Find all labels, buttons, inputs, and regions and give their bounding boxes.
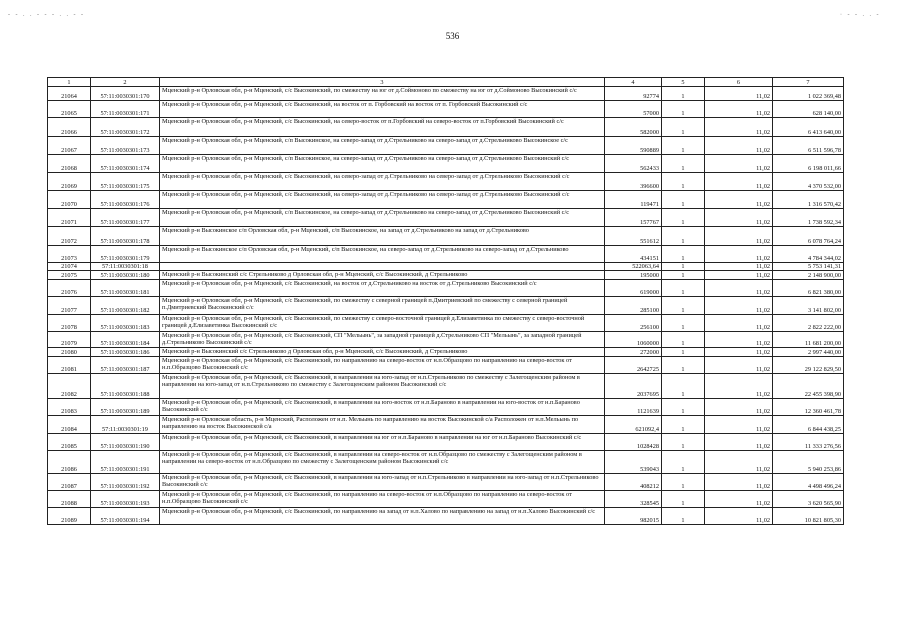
count-value: 1: [662, 137, 705, 155]
coefficient-value: 11,02: [705, 416, 773, 434]
cadastral-number: 57:11:0030301:178: [91, 227, 160, 246]
count-value: 1: [662, 451, 705, 474]
cadastral-value: 6 078 764,24: [773, 227, 844, 246]
area-value: 590889: [605, 137, 662, 155]
address-description: [160, 263, 605, 271]
area-value: 2642725: [605, 357, 662, 374]
count-value: 1: [662, 416, 705, 434]
area-value: 256100: [605, 315, 662, 332]
cadastral-number: 57:11:0030301:182: [91, 297, 160, 315]
count-value: 1: [662, 246, 705, 263]
cadastral-value: 1 316 570,42: [773, 191, 844, 209]
area-value: 119471: [605, 191, 662, 209]
coefficient-value: 11,02: [705, 137, 773, 155]
row-number: 21084: [48, 416, 91, 434]
cadastral-value: 29 122 829,50: [773, 357, 844, 374]
area-value: 285100: [605, 297, 662, 315]
area-value: 92774: [605, 87, 662, 101]
area-value: 396600: [605, 173, 662, 191]
table-row: [48, 451, 844, 474]
address-description: Мценский р-н Орловская обл, р-н Мценский, с/п Высокинское, на северо-запад от д.Стрельниково на северо-запад от д.Стрельниково Высокинский с/с: [160, 155, 605, 173]
row-number: 21080: [48, 348, 91, 357]
scan-mark-right: · - - . . -: [840, 12, 881, 18]
row-number: 21077: [48, 297, 91, 315]
row-number: 21066: [48, 118, 91, 137]
cadastral-value: 4 370 532,00: [773, 173, 844, 191]
count-value: 1: [662, 227, 705, 246]
count-value: 1: [662, 297, 705, 315]
table-row: [48, 227, 844, 246]
address-description: Мценский р-н Высокинское с/п Орловская обл, р-н Мценский, с/п Высокинское, на запад от д.Стрельниково на запад от д.Стрельниково: [160, 227, 605, 246]
area-value: 408212: [605, 474, 662, 491]
cadastral-number: 57:11:0030301:174: [91, 155, 160, 173]
coefficient-value: 11,02: [705, 332, 773, 348]
row-number: 21072: [48, 227, 91, 246]
area-value: 619000: [605, 280, 662, 297]
cadastral-value: 12 360 461,78: [773, 399, 844, 416]
count-value: 1: [662, 374, 705, 399]
cadastral-value: 11 333 276,56: [773, 434, 844, 451]
count-value: 1: [662, 315, 705, 332]
area-value: 982015: [605, 508, 662, 525]
count-value: 1: [662, 155, 705, 173]
count-value: 1: [662, 209, 705, 227]
row-number: 21074: [48, 263, 91, 271]
table-row: [48, 87, 844, 101]
coefficient-value: 11,02: [705, 399, 773, 416]
address-description: Мценский р-н Орловская обл, р-н Мценский, с/с Высокинский, в направлении на юго-восток от н.п.Бараново в направлении на юго-восток от н.п.Бараново Высокинский с/с: [160, 399, 605, 416]
coefficient-value: 11,02: [705, 451, 773, 474]
table-row: [48, 332, 844, 348]
table-row: [48, 348, 844, 357]
coefficient-value: 11,02: [705, 246, 773, 263]
cadastral-value: 6 821 380,00: [773, 280, 844, 297]
row-number: 21076: [48, 280, 91, 297]
cadastral-value: 10 821 805,30: [773, 508, 844, 525]
cadastral-value: 22 455 398,90: [773, 374, 844, 399]
address-description: Мценский р-н Орловская обл, р-н Мценский, с/с Высокинский, в направлении на юг от н.п.Бараново в направлении на юг от н.п.Бараново Высокинский с/с: [160, 434, 605, 451]
column-header: 3: [160, 78, 605, 87]
cadastral-register-table: [47, 77, 844, 525]
cadastral-number: 57:11:0030301:187: [91, 357, 160, 374]
cadastral-number: 57:11:0030301:173: [91, 137, 160, 155]
area-value: 1060000: [605, 332, 662, 348]
row-number: 21082: [48, 374, 91, 399]
table-row: [48, 315, 844, 332]
row-number: 21085: [48, 434, 91, 451]
address-description: Мценский р-н Орловская обл, р-н Мценский, с/с Высокинский, на северо-запад от д.Стрельниково на северо-запад от д.Стрельниково Высокинский с/с: [160, 191, 605, 209]
cadastral-number: 57:11:0030301:192: [91, 474, 160, 491]
column-header: 2: [91, 78, 160, 87]
count-value: 1: [662, 434, 705, 451]
table-row: [48, 357, 844, 374]
coefficient-value: 11,02: [705, 374, 773, 399]
coefficient-value: 11,02: [705, 101, 773, 118]
cadastral-number: 57:11:0030301:193: [91, 491, 160, 508]
area-value: 434151: [605, 246, 662, 263]
cadastral-value: 11 681 200,00: [773, 332, 844, 348]
address-description: Мценский р-н Орловская обл, р-н Мценский, с/с Высокинский, на восток от д.Стрельниково на восток от д.Стрельниково Высокинский с/с: [160, 280, 605, 297]
address-description: Мценский р-н Орловская обл, р-н Мценский, с/с Высокинский, на северо-восток от п.Горбовский на северо-восток от п.Горбовский Высокинский с/с: [160, 118, 605, 137]
count-value: 1: [662, 118, 705, 137]
area-value: 195000: [605, 271, 662, 280]
table-row: [48, 297, 844, 315]
address-description: Мценский р-н Орловская обл, р-н Мценский, с/с Высокинский, по направлению на северо-восток от н.п.Образцово по направлению на северо-восток от н.п.Образцово Высокинский с/с: [160, 357, 605, 374]
area-value: 1028428: [605, 434, 662, 451]
count-value: 1: [662, 357, 705, 374]
table-body: [48, 87, 844, 525]
table-row: [48, 209, 844, 227]
cadastral-value: 1 738 592,34: [773, 209, 844, 227]
cadastral-number: 57:11:0030301:190: [91, 434, 160, 451]
table-row: [48, 399, 844, 416]
row-number: 21069: [48, 173, 91, 191]
address-description: Мценский р-н Высокинский с/с Стрельниково д Орловская обл, р-н Мценский, с/с Высокинский, д Стрельниково: [160, 271, 605, 280]
address-description: Мценский р-н Орловская обл, р-н Мценский, с/с Высокинский, СП "Мельынь", за западной границей д.Стрельниково СП "Мельынь", за западной границей д.Стрельниково Высокинский с/с: [160, 332, 605, 348]
address-description: Мценский р-н Орловская обл, р-н Мценский, с/с Высокинский, по смежеству с северной границей п.Дмитриевский по смежеству с северной границей п.Дмитриевский Высокинский с/с: [160, 297, 605, 315]
address-description: Мценский р-н Орловская область, р-н Мценский, Расположен от н.п. Мельынь по направлению на восток Высокинской с/а Расположен от н.п.Мельынь по направлению на восток Высокинской с/а: [160, 416, 605, 434]
cadastral-value: 3 141 802,00: [773, 297, 844, 315]
table-row: [48, 508, 844, 525]
row-number: 21079: [48, 332, 91, 348]
cadastral-value: 5 753 141,31: [773, 263, 844, 271]
cadastral-number: 57:11:0030301:194: [91, 508, 160, 525]
cadastral-value: 2 997 440,00: [773, 348, 844, 357]
row-number: 21086: [48, 451, 91, 474]
coefficient-value: 11,02: [705, 474, 773, 491]
cadastral-value: 5 940 253,86: [773, 451, 844, 474]
count-value: 1: [662, 263, 705, 271]
cadastral-number: 57:11:0030301:191: [91, 451, 160, 474]
cadastral-number: 57:11:0030301:179: [91, 246, 160, 263]
row-number: 21073: [48, 246, 91, 263]
row-number: 21075: [48, 271, 91, 280]
cadastral-value: 6 413 640,00: [773, 118, 844, 137]
address-description: Мценский р-н Орловская обл, р-н Мценский, с/с Высокинский, по направлению на северо-восток от н.п.Образцово по направлению на северо-восток от н.п.Образцово Высокинский с/с: [160, 491, 605, 508]
address-description: Мценский р-н Орловская обл, р-н Мценский, с/с Высокинский, в направлении на юго-запад от н.п.Стрельниково по смежеству с Залегощенским районом в направлении на юго-запад от н.п.Стрельниково по смежеству с Залегощенским районом Высокинский с/с: [160, 374, 605, 399]
count-value: 1: [662, 399, 705, 416]
coefficient-value: 11,02: [705, 191, 773, 209]
table-row: [48, 491, 844, 508]
row-number: 21078: [48, 315, 91, 332]
table-row: [48, 101, 844, 118]
address-description: Мценский р-н Орловская обл, р-н Мценский, с/п Высокинское, на северо-запад от д.Стрельниково на северо-запад от д.Стрельниково Высокинский с/с: [160, 209, 605, 227]
cadastral-value: 4 784 344,02: [773, 246, 844, 263]
table-row: [48, 263, 844, 271]
area-value: 522063,64: [605, 263, 662, 271]
coefficient-value: 11,02: [705, 173, 773, 191]
cadastral-number: 57:11:0030301:170: [91, 87, 160, 101]
row-number: 21088: [48, 491, 91, 508]
row-number: 21067: [48, 137, 91, 155]
row-number: 21070: [48, 191, 91, 209]
column-header: 4: [605, 78, 662, 87]
row-number: 21087: [48, 474, 91, 491]
coefficient-value: 11,02: [705, 315, 773, 332]
cadastral-value: 6 511 596,78: [773, 137, 844, 155]
area-value: 551612: [605, 227, 662, 246]
cadastral-value: 2 822 222,00: [773, 315, 844, 332]
row-number: 21083: [48, 399, 91, 416]
table-row: [48, 246, 844, 263]
cadastral-number: 57:11:0030301:180: [91, 271, 160, 280]
cadastral-number: 57:11:0030301:186: [91, 348, 160, 357]
coefficient-value: 11,02: [705, 263, 773, 271]
area-value: 621092,4: [605, 416, 662, 434]
page-number: 536: [445, 31, 460, 41]
table-row: [48, 173, 844, 191]
area-value: 1121639: [605, 399, 662, 416]
cadastral-number: 57:11:0030301:171: [91, 101, 160, 118]
area-value: 272000: [605, 348, 662, 357]
cadastral-value: 1 022 369,48: [773, 87, 844, 101]
coefficient-value: 11,02: [705, 508, 773, 525]
row-number: 21081: [48, 357, 91, 374]
area-value: 328545: [605, 491, 662, 508]
area-value: 582000: [605, 118, 662, 137]
coefficient-value: 11,02: [705, 297, 773, 315]
cadastral-number: 57:11:0030301:183: [91, 315, 160, 332]
count-value: 1: [662, 191, 705, 209]
address-description: Мценский р-н Орловская обл, р-н Мценский, с/с Высокинский, по смежеству с северо-восточной границей д.Елизаветинка по смежеству с северо-восточной границей д.Елизаветинка Высокинский с/с: [160, 315, 605, 332]
row-number: 21071: [48, 209, 91, 227]
coefficient-value: 11,02: [705, 227, 773, 246]
count-value: 1: [662, 491, 705, 508]
table-row: [48, 155, 844, 173]
coefficient-value: 11,02: [705, 155, 773, 173]
coefficient-value: 11,02: [705, 271, 773, 280]
row-number: 21068: [48, 155, 91, 173]
count-value: 1: [662, 101, 705, 118]
cadastral-number: 57:11:0030301:19: [91, 416, 160, 434]
cadastral-number: 57:11:0030301:188: [91, 374, 160, 399]
cadastral-value: 628 140,00: [773, 101, 844, 118]
cadastral-number: 57:11:0030301:189: [91, 399, 160, 416]
table-row: [48, 280, 844, 297]
cadastral-number: 57:11:0030301:177: [91, 209, 160, 227]
area-value: 57000: [605, 101, 662, 118]
header-row: [48, 78, 844, 87]
address-description: Мценский р-н Орловская обл, р-н Мценский, с/п Высокинское, на северо-запад от д.Стрельниково на северо-запад от д.Стрельниково Высокинское с/с: [160, 137, 605, 155]
address-description: Мценский р-н Орловская обл, р-н Мценский, с/с Высокинский, на восток от п. Горбовский на восток от п. Горбовский Высокинский с/с: [160, 101, 605, 118]
row-number: 21064: [48, 87, 91, 101]
cadastral-number: 57:11:0030301:172: [91, 118, 160, 137]
table-row: [48, 137, 844, 155]
cadastral-value: 4 498 496,24: [773, 474, 844, 491]
area-value: 2037695: [605, 374, 662, 399]
count-value: 1: [662, 271, 705, 280]
cadastral-number: 57:11:0030301:181: [91, 280, 160, 297]
count-value: 1: [662, 332, 705, 348]
column-header: 7: [773, 78, 844, 87]
address-description: Мценский р-н Орловская обл, р-н Мценский, с/с Высокинский, в направлении на юго-запад от н.п.Стрельниково в направлении на юго-запад от н.п.Стрельниково Высокинский с/с: [160, 474, 605, 491]
coefficient-value: 11,02: [705, 434, 773, 451]
count-value: 1: [662, 348, 705, 357]
address-description: Мценский р-н Орловская обл, р-н Мценский, с/с Высокинский, на северо-запад от д.Стрельниково на северо-запад от д.Стрельниково Высокинский с/с: [160, 173, 605, 191]
address-description: Мценский р-н Высокинский с/с Стрельниково д Орловская обл, р-н Мценский, с/с Высокинский, д Стрельниково: [160, 348, 605, 357]
coefficient-value: 11,02: [705, 491, 773, 508]
table-row: [48, 416, 844, 434]
coefficient-value: 11,02: [705, 280, 773, 297]
area-value: 157767: [605, 209, 662, 227]
table-row: [48, 434, 844, 451]
count-value: 1: [662, 87, 705, 101]
coefficient-value: 11,02: [705, 118, 773, 137]
column-header: 6: [705, 78, 773, 87]
count-value: 1: [662, 508, 705, 525]
table-row: [48, 118, 844, 137]
table-row: [48, 474, 844, 491]
coefficient-value: 11,02: [705, 87, 773, 101]
address-description: Мценский р-н Орловская обл, р-н Мценский, с/с Высокинский, по направлению на запад от н.п.Халово по направлению на запад от н.п.Халово Высокинский с/с: [160, 508, 605, 525]
count-value: 1: [662, 173, 705, 191]
cadastral-number: 57:11:0030301:175: [91, 173, 160, 191]
count-value: 1: [662, 474, 705, 491]
address-description: Мценский р-н Высокинское с/п Орловская обл, р-н Мценский, с/п Высокинское, на северо-запад от д.Стрельниково на северо-запад от д.Стрельниково: [160, 246, 605, 263]
table-row: [48, 191, 844, 209]
cadastral-value: 3 620 565,90: [773, 491, 844, 508]
cadastral-value: 2 148 900,00: [773, 271, 844, 280]
cadastral-number: 57:11:0030301:176: [91, 191, 160, 209]
cadastral-number: 57:11:0030301:184: [91, 332, 160, 348]
cadastral-value: 6 844 438,25: [773, 416, 844, 434]
table-row: [48, 271, 844, 280]
area-value: 562433: [605, 155, 662, 173]
cadastral-number: 57:11:0030301:18: [91, 263, 160, 271]
area-value: 539043: [605, 451, 662, 474]
count-value: 1: [662, 280, 705, 297]
address-description: Мценский р-н Орловская обл, р-н Мценский, с/с Высокинский, в направлении на северо-восток от н.п.Образцово по смежеству с Залегощенским районом в направлении на северо-восток от н.п.Образцово по смежеству с Залегощенским районом Высокинский с/с: [160, 451, 605, 474]
scan-mark-left: - - . . - - - . . - -: [8, 12, 85, 18]
table-row: [48, 374, 844, 399]
column-header: 5: [662, 78, 705, 87]
row-number: 21089: [48, 508, 91, 525]
coefficient-value: 11,02: [705, 209, 773, 227]
row-number: 21065: [48, 101, 91, 118]
address-description: Мценский р-н Орловская обл, р-н Мценский, с/с Высокинский, по смежеству на юг от д.Соймоново по смежеству на юг от д.Соймоново Высокинский с/с: [160, 87, 605, 101]
column-header: 1: [48, 78, 91, 87]
coefficient-value: 11,02: [705, 348, 773, 357]
coefficient-value: 11,02: [705, 357, 773, 374]
cadastral-value: 6 198 011,66: [773, 155, 844, 173]
